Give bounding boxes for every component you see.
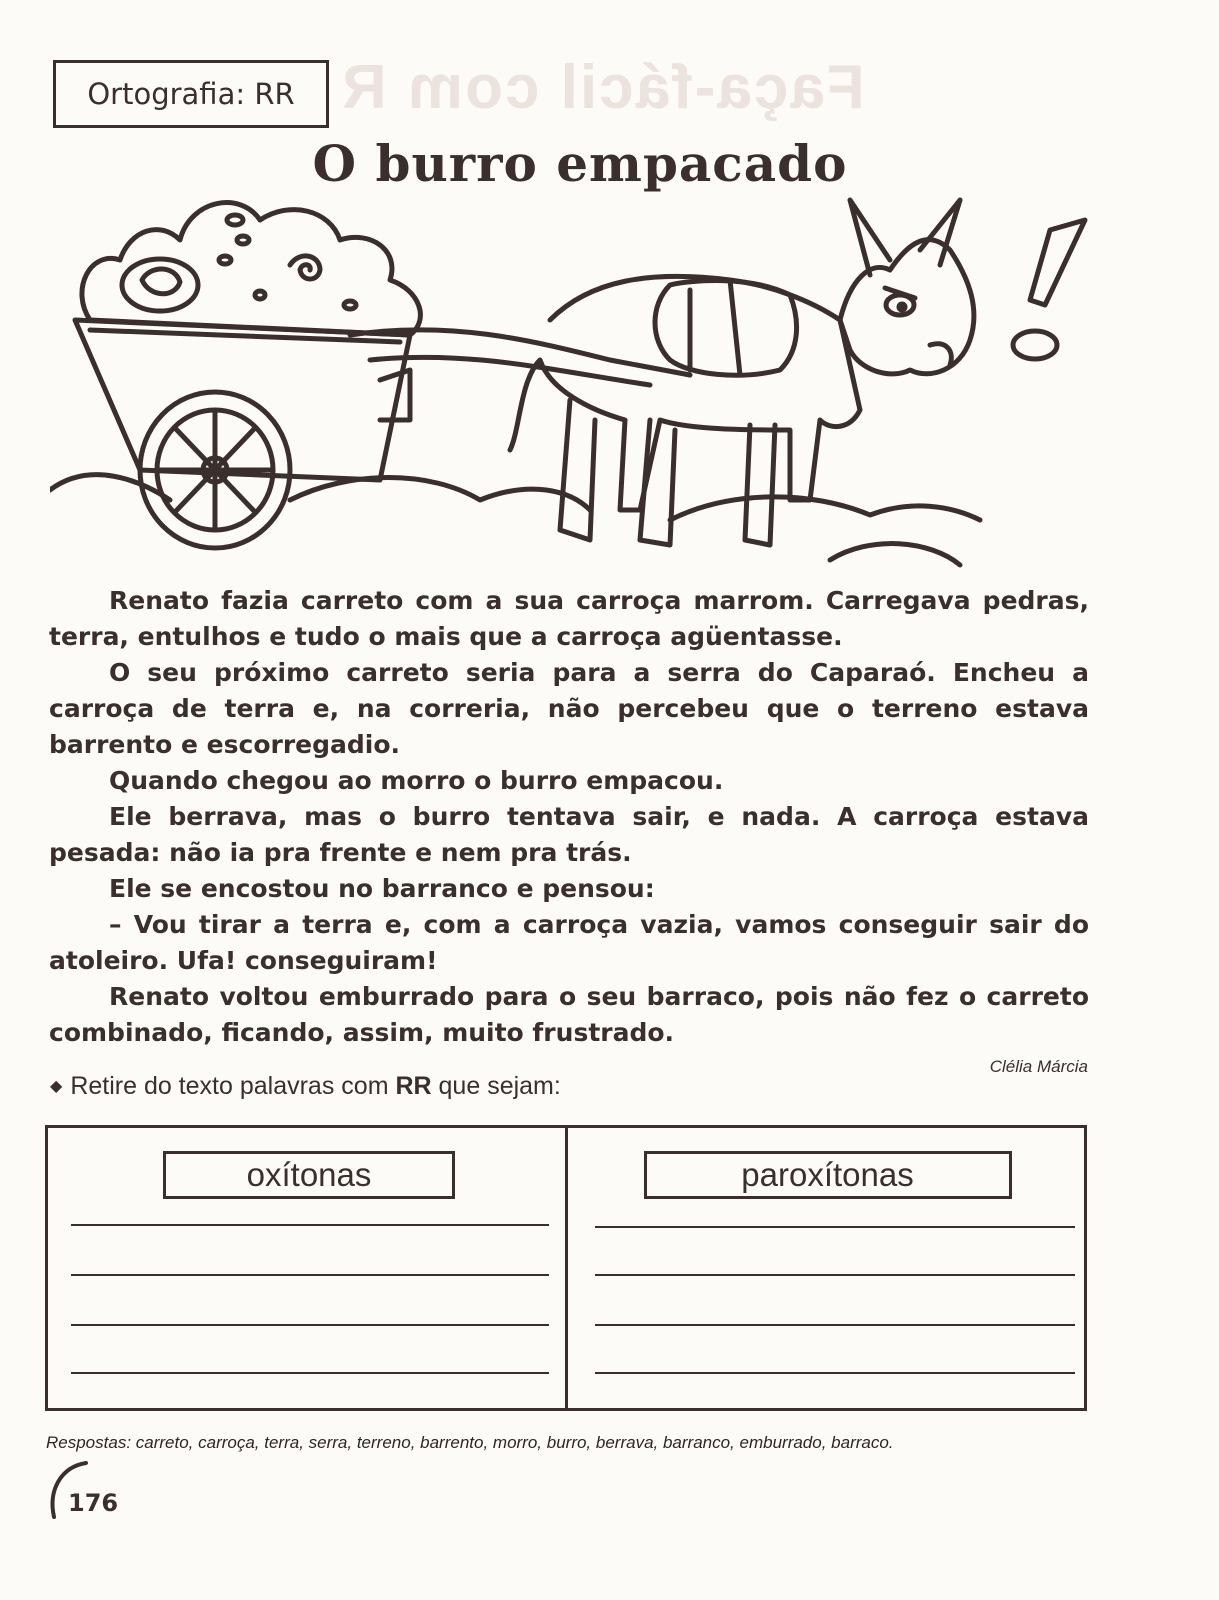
answer-line[interactable] (71, 1324, 549, 1326)
answer-line[interactable] (595, 1372, 1075, 1374)
oxitonas-label: oxítonas (163, 1151, 455, 1199)
story-paragraph: Renato fazia carreto com a sua carroça marrom. Carregava pedras, terra, entulhos e tudo o mais que a carroça agüentasse. (49, 586, 1089, 651)
answer-line[interactable] (71, 1224, 549, 1226)
answer-line[interactable] (595, 1226, 1075, 1228)
cart-body (75, 320, 410, 480)
instruction-emphasis: RR (395, 1072, 432, 1100)
story-paragraph: Quando chegou ao morro o burro empacou. (109, 766, 724, 795)
exercise-instruction (50, 1072, 561, 1101)
instruction-suffix: que sejam: (438, 1072, 561, 1100)
paroxitonas-label: paroxítonas (644, 1151, 1012, 1199)
show-through-text: Faça-fácil com R (340, 53, 865, 122)
story-paragraph: Ele se encostou no barranco e pensou: (109, 874, 655, 903)
instruction-prefix: Retire do texto palavras com (70, 1072, 389, 1100)
author-credit: Clélia Márcia (989, 1057, 1088, 1076)
harness (655, 281, 797, 376)
story-paragraph: O seu próximo carreto seria para a serra do Caparaó. Encheu a carroça de terra e, na correria, não percebeu que o terreno estava barrento e escorregadio. (49, 658, 1089, 759)
exclamation-icon (1030, 220, 1085, 305)
paroxitonas-column (565, 1128, 1085, 1408)
story-paragraph: Renato voltou emburrado para o seu barraco, pois não fez o carreto combinado, ficando, assim, muito frustrado. (49, 982, 1089, 1047)
answer-line[interactable] (595, 1274, 1075, 1276)
story-title: O burro empacado (312, 134, 848, 193)
answer-line[interactable] (71, 1274, 549, 1276)
story-paragraph: Ele berrava, mas o burro tentava sair, e nada. A carroça estava pesada: não ia pra frente e nem pra trás. (49, 802, 1089, 867)
page-number (46, 1455, 119, 1535)
oxitonas-column (48, 1128, 565, 1408)
story-paragraph: – Vou tirar a terra e, com a carroça vazia, vamos conseguir sair do atoleiro. Ufa! conseguiram! (49, 910, 1089, 975)
answer-line[interactable] (71, 1372, 549, 1374)
page-number-text: 176 (68, 1489, 119, 1517)
story-text (49, 583, 1089, 1051)
topic-label: Ortografia: RR (53, 60, 329, 128)
donkey-cart-illustration (50, 170, 1090, 580)
answer-key: Respostas: carreto, carroça, terra, serra, terreno, barrento, morro, burro, berrava, barranco, emburrado, barraco. (46, 1433, 894, 1452)
answer-line[interactable] (595, 1324, 1075, 1326)
diamond-bullet-icon: ◆ (50, 1078, 63, 1095)
answer-table (45, 1125, 1087, 1411)
ground (50, 475, 980, 565)
